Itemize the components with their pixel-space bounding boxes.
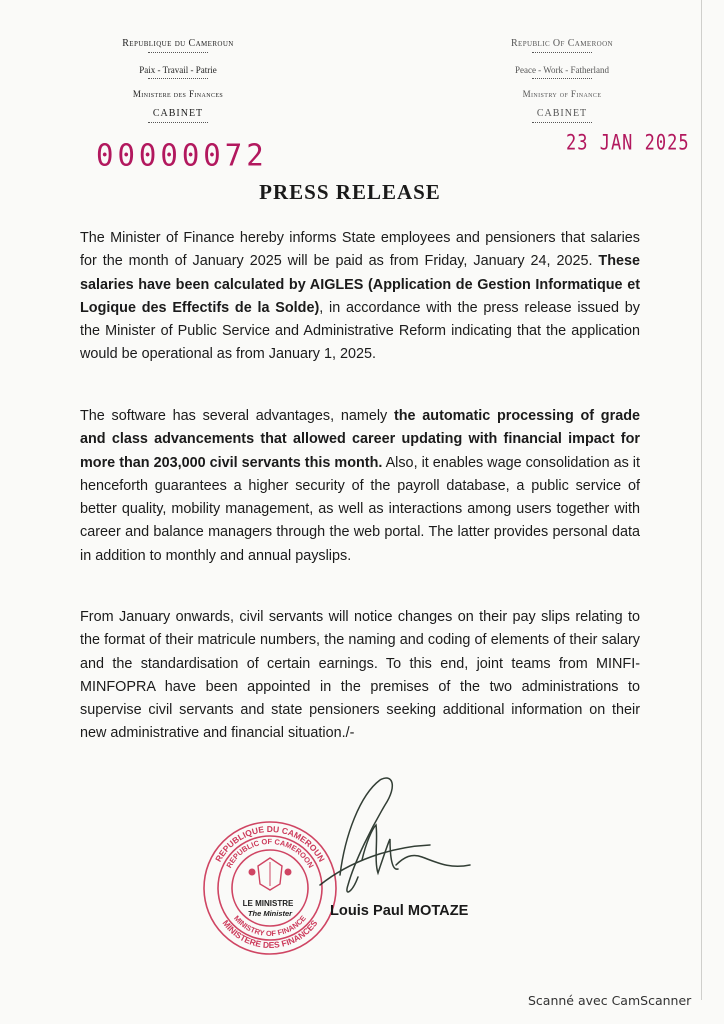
seal-outer-bottom-text: MINISTERE DES FINANCES: [220, 918, 320, 951]
paragraph-1-text: The Minister of Finance hereby informs State employees and pensioners that salaries for the month of January 2025 will be paid as from Friday, January 24, 2025.: [80, 230, 640, 270]
ministry-fr: Ministere des Finances: [132, 89, 224, 99]
header-left-french: [98, 38, 258, 123]
country-name-en: Republic Of Cameroon: [510, 38, 613, 49]
seal-center-line-1: LE MINISTRE: [242, 899, 294, 908]
motto-fr: Paix - Travail - Patrie: [139, 65, 217, 75]
motto-en: Peace - Work - Fatherland: [514, 65, 610, 75]
country-name-fr: Republique du Cameroun: [122, 38, 234, 49]
seal-center-line-2: The Minister: [247, 909, 293, 918]
ministry-en: Ministry of Finance: [522, 89, 602, 99]
document-title: PRESS RELEASE: [259, 180, 441, 204]
signatory-name: Louis Paul MOTAZE: [330, 903, 469, 919]
divider: [148, 121, 208, 123]
scanner-watermark: Scanné avec CamScanner: [528, 993, 692, 1008]
paragraph-3: From January onwards, civil servants will notice changes on their pay slips relating to the format of their matricule numbers, the naming and coding of elements of their salary and the standardisation of certain earnings. To this end, joint teams from MINFI-MINFOPRA have been appointed in the premises of the two administrations to supervise civil servants and state pensioners seeking additional information on their new administrative and financial situation./-: [80, 609, 640, 742]
handwritten-signature: [300, 765, 550, 915]
seal-inner-top-text: REPUBLIC OF CAMEROON: [224, 836, 316, 870]
divider: [148, 77, 208, 79]
date-stamp: 23 JAN 2025: [566, 130, 690, 156]
header-right-english: [482, 38, 642, 123]
paragraph-1: [80, 227, 640, 367]
seal-inner-bottom-text: MINISTRY OF FINANCE: [232, 913, 308, 939]
paragraph-1-bold: These salaries have been calculated by AIGLES (Application de Gestion Informatique et Logique des Effectifs de la Solde): [80, 253, 640, 316]
divider: [148, 51, 208, 53]
reference-number-stamp: 00000072: [96, 137, 268, 173]
paragraph-2-text-end: Also, it enables wage consolidation as it henceforth guarantees a higher security of the payroll database, a public service of better quality, mobility management, as well as interactions among users together with career and balance managers through the web portal. The latter provides personal data in addition to monthly and annual payslips.: [80, 454, 640, 564]
page-edge: [701, 0, 702, 1000]
cabinet-fr: CABINET: [152, 108, 204, 119]
divider: [532, 51, 592, 53]
coat-of-arms-icon: [249, 858, 291, 890]
paragraph-2-bold: the automatic processing of grade and class advancements that allowed career updating with financial impact for more than 203,000 civil servants this month.: [80, 408, 640, 471]
seal-outer-top-text: REPUBLIQUE DU CAMEROUN: [213, 823, 327, 864]
paragraph-1-text-end: , in accordance with the press release issued by the Minister of Public Service and Administrative Reform indicating that the application would be operational as from January 1, 2025.: [80, 299, 640, 363]
paragraph-2: [80, 405, 640, 568]
divider: [532, 121, 592, 123]
cabinet-en: CABINET: [536, 108, 588, 119]
paragraph-2-text: The software has several advantages, namely: [80, 408, 394, 424]
divider: [532, 77, 592, 79]
